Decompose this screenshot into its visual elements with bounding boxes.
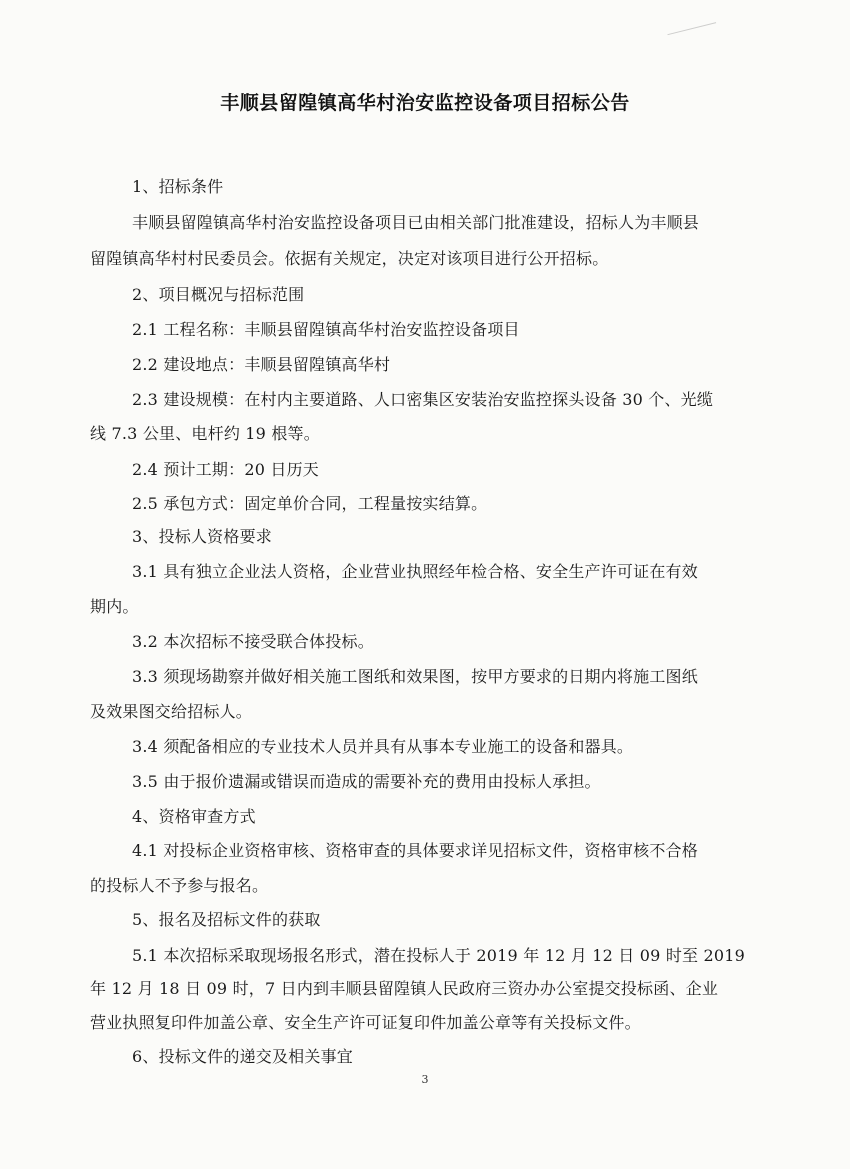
paragraph-line: 3.1 具有独立企业法人资格，企业营业执照经年检合格、安全生产许可证在有效 xyxy=(132,562,698,581)
paragraph-line: 2.4 预计工期：20 日历天 xyxy=(132,460,319,479)
section-4-heading: 4、资格审查方式 xyxy=(132,807,256,826)
paragraph-line: 4.1 对投标企业资格审核、资格审查的具体要求详见招标文件，资格审核不合格 xyxy=(132,841,698,860)
paragraph-line: 及效果图交给招标人。 xyxy=(90,702,253,721)
scan-artifact xyxy=(667,22,718,45)
page-number: 3 xyxy=(421,1073,429,1086)
paragraph-line: 线 7.3 公里、电杆约 19 根等。 xyxy=(90,424,320,443)
section-2-heading: 2、项目概况与招标范围 xyxy=(132,285,305,304)
paragraph-line: 丰顺县留隍镇高华村治安监控设备项目已由相关部门批准建设，招标人为丰顺县 xyxy=(132,213,700,232)
paragraph-line: 2.1 工程名称：丰顺县留隍镇高华村治安监控设备项目 xyxy=(132,320,520,339)
paragraph-line: 3.3 须现场勘察并做好相关施工图纸和效果图，按甲方要求的日期内将施工图纸 xyxy=(132,667,698,686)
paragraph-line: 期内。 xyxy=(90,597,139,616)
paragraph-line: 3.2 本次招标不接受联合体投标。 xyxy=(132,632,374,651)
paragraph-line: 的投标人不予参与报名。 xyxy=(90,876,269,895)
paragraph-line: 3.4 须配备相应的专业技术人员并具有从事本专业施工的设备和器具。 xyxy=(132,737,634,756)
paragraph-line: 2.3 建设规模：在村内主要道路、人口密集区安装治安监控探头设备 30 个、光缆 xyxy=(132,390,714,409)
paragraph-line: 2.2 建设地点：丰顺县留隍镇高华村 xyxy=(132,355,391,374)
paragraph-line: 营业执照复印件加盖公章、安全生产许可证复印件加盖公章等有关投标文件。 xyxy=(90,1013,641,1032)
paragraph-line: 留隍镇高华村村民委员会。依据有关规定，决定对该项目进行公开招标。 xyxy=(90,249,609,268)
paragraph-line: 3.5 由于报价遗漏或错误而造成的需要补充的费用由投标人承担。 xyxy=(132,772,601,791)
section-5-heading: 5、报名及招标文件的获取 xyxy=(132,910,321,929)
paragraph-line: 5.1 本次招标采取现场报名形式，潜在投标人于 2019 年 12 月 12 日 09 时至 2019 xyxy=(132,946,746,965)
section-6-heading: 6、投标文件的递交及相关事宜 xyxy=(132,1047,353,1066)
paragraph-line: 2.5 承包方式：固定单价合同，工程量按实结算。 xyxy=(132,494,488,513)
section-3-heading: 3、投标人资格要求 xyxy=(132,527,272,546)
paragraph-line: 年 12 月 18 日 09 时，7 日内到丰顺县留隍镇人民政府三资办办公室提交投标函、企业 xyxy=(90,979,719,998)
section-1-heading: 1、招标条件 xyxy=(132,177,224,196)
page-title: 丰顺县留隍镇高华村治安监控设备项目招标公告 xyxy=(220,92,630,114)
